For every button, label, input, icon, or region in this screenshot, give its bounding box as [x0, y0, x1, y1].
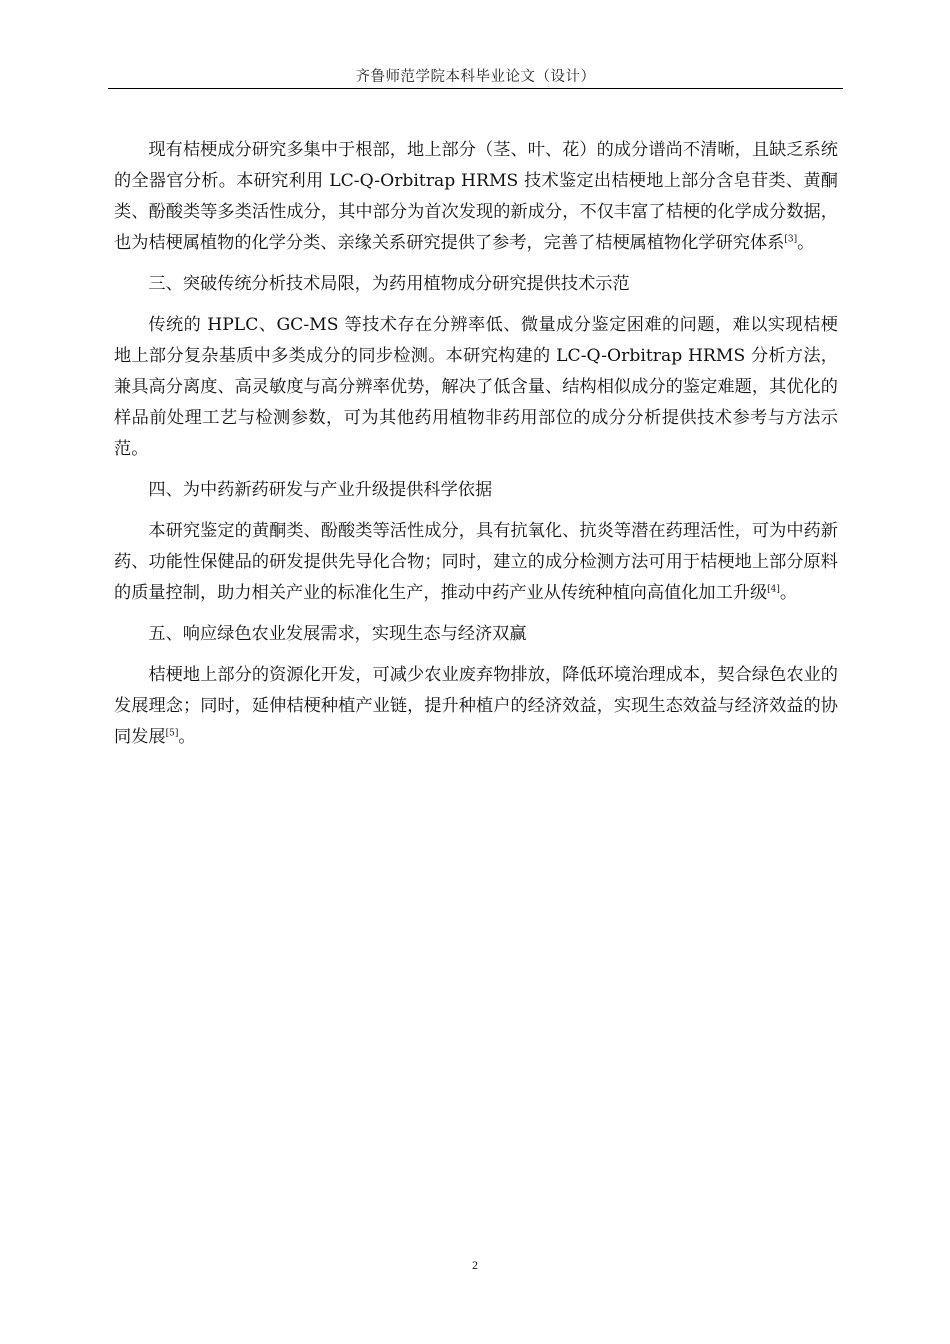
- citation: [3]: [784, 234, 798, 245]
- page-header: [108, 66, 843, 89]
- citation: [4]: [767, 584, 780, 595]
- paragraph-tail: 。: [797, 233, 815, 253]
- paragraph-intro: [114, 135, 838, 259]
- paragraph-text: 现有桔梗成分研究多集中于根部，地上部分（茎、叶、花）的成分谱尚不清晰，且缺乏系统的全器官分析。本研究利用 LC-Q-Orbitrap HRMS 技术鉴定出桔梗地上部分含皂苷类、黄酮类、酚酸类等多类活性成分，其中部分为首次发现的新成分，不仅丰富了桔梗的化学成分数据，也为桔梗属植物的化学分类、亲缘关系研究提供了参考，完善了桔梗属植物化学研究体系: [114, 140, 838, 253]
- paragraph-tail: 。: [779, 583, 798, 603]
- citation: [5]: [165, 728, 179, 739]
- section-paragraph-4: [114, 516, 838, 609]
- section-heading-4: 四、为中药新药研发与产业升级提供科学依据: [148, 480, 493, 500]
- paragraph-tail: 。: [178, 727, 196, 747]
- paragraph-text: 本研究鉴定的黄酮类、酚酸类等活性成分，具有抗氧化、抗炎等潜在药理活性，可为中药新药、功能性保健品的研发提供先导化合物；同时，建立的成分检测方法可用于桔梗地上部分原料的质量控制，助力相关产业的标准化生产，推动中药产业从传统种植向高值化加工升级: [114, 521, 838, 603]
- section-heading-5: 五、响应绿色农业发展需求，实现生态与经济双赢: [148, 624, 527, 644]
- section-paragraph-5: [114, 660, 838, 753]
- paragraph-text: 传统的 HPLC、GC-MS 等技术存在分辨率低、微量成分鉴定困难的问题，难以实现桔梗地上部分复杂基质中多类成分的同步检测。本研究构建的 LC-Q-Orbitrap HRMS 分析方法，兼具高分离度、高灵敏度与高分辨率优势，解决了低含量、结构相似成分的鉴定难题，其优化的样品前处理工艺与检测参数，可为其他药用植物非药用部位的成分分析提供技术参考与方法示范。: [114, 315, 838, 459]
- header-title: 齐鲁师范学院本科毕业论文（设计）: [355, 69, 596, 85]
- body-content: [114, 135, 838, 753]
- section-paragraph-3: [114, 310, 838, 465]
- section-heading-3: 三、突破传统分析技术局限，为药用植物成分研究提供技术示范: [148, 274, 630, 294]
- paragraph-text: 桔梗地上部分的资源化开发，可减少农业废弃物排放，降低环境治理成本，契合绿色农业的发展理念；同时，延伸桔梗种植产业链，提升种植户的经济效益，实现生态效益与经济效益的协同发展: [114, 665, 838, 747]
- page-number: 2: [472, 1258, 478, 1272]
